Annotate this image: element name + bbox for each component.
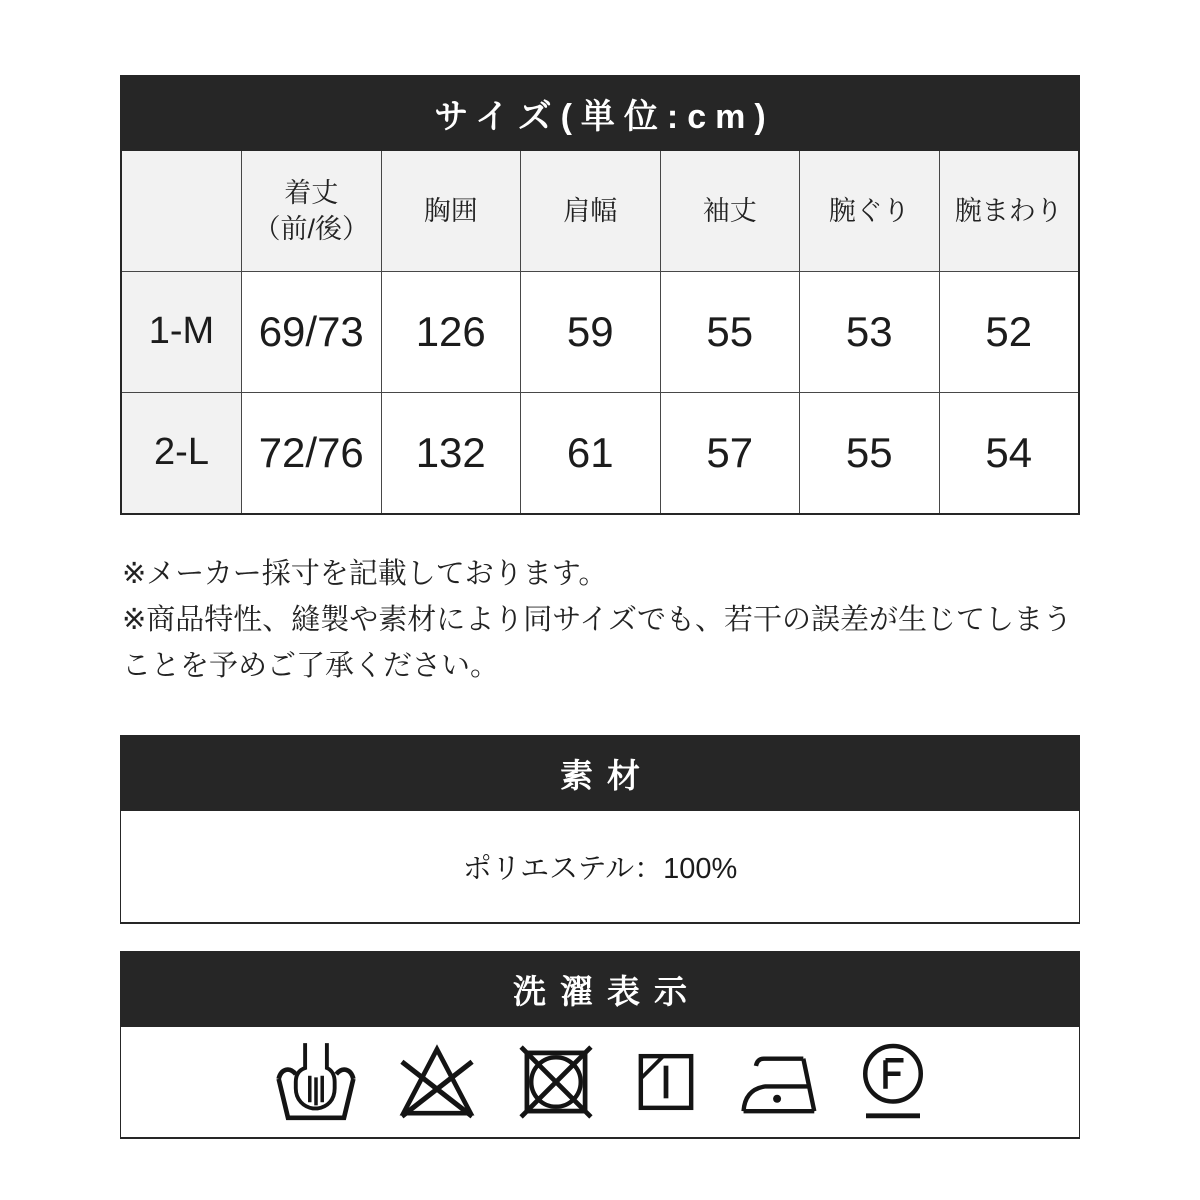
size-value-cell: 52 bbox=[939, 271, 1079, 392]
material-value: ポリエステル：100% bbox=[462, 853, 738, 885]
care-section bbox=[120, 951, 1080, 1139]
size-col-header-empty bbox=[122, 151, 241, 271]
do-not-tumble-dry-icon bbox=[516, 1042, 596, 1122]
care-section-header bbox=[120, 951, 1080, 1027]
size-table bbox=[120, 151, 1080, 515]
size-value-cell: 55 bbox=[799, 392, 939, 513]
size-value-cell: 132 bbox=[381, 392, 521, 513]
material-section-title: 素材 bbox=[560, 756, 654, 794]
note-maker-measure: ※メーカー採寸を記載しております。 bbox=[122, 558, 608, 590]
dry-clean-F-gentle-icon bbox=[860, 1040, 926, 1124]
size-col-header-shoulder: 肩幅 bbox=[520, 151, 660, 271]
size-col-header-chest: 胸囲 bbox=[381, 151, 521, 271]
size-value-cell: 54 bbox=[939, 392, 1079, 513]
size-value-cell: 126 bbox=[381, 271, 521, 392]
size-col-header-arm-width: 腕まわり bbox=[939, 151, 1079, 271]
size-value-cell: 72/76 bbox=[241, 392, 381, 513]
material-section-header bbox=[120, 735, 1080, 811]
size-col-header-armhole: 腕ぐり bbox=[799, 151, 939, 271]
size-row-label: 2-L bbox=[122, 392, 241, 513]
size-value-cell: 61 bbox=[520, 392, 660, 513]
care-icons-row bbox=[120, 1027, 1080, 1139]
size-section-title: サイズ(単位:cm) bbox=[434, 97, 775, 136]
note-tolerance: ※商品特性、縫製や素材により同サイズでも、若干の誤差が生じてしまうことを予めご了承ください。 bbox=[122, 603, 1072, 682]
material-section bbox=[120, 735, 1080, 924]
measurement-notes bbox=[122, 552, 1084, 689]
hand-wash-icon bbox=[274, 1042, 358, 1122]
line-dry-in-shade-icon bbox=[632, 1046, 700, 1118]
size-row-label: 1-M bbox=[122, 271, 241, 392]
size-value-cell: 57 bbox=[660, 392, 800, 513]
size-section-header bbox=[120, 75, 1080, 151]
do-not-bleach-icon bbox=[394, 1043, 480, 1121]
iron-low-heat-icon bbox=[736, 1047, 824, 1117]
size-col-header-sleeve: 袖丈 bbox=[660, 151, 800, 271]
size-value-cell: 53 bbox=[799, 271, 939, 392]
size-col-header-length: 着丈 （前/後） bbox=[241, 151, 381, 271]
size-section bbox=[120, 75, 1080, 515]
size-value-cell: 55 bbox=[660, 271, 800, 392]
size-value-cell: 69/73 bbox=[241, 271, 381, 392]
care-section-title: 洗濯表示 bbox=[513, 972, 701, 1010]
size-value-cell: 59 bbox=[520, 271, 660, 392]
material-body bbox=[120, 811, 1080, 924]
